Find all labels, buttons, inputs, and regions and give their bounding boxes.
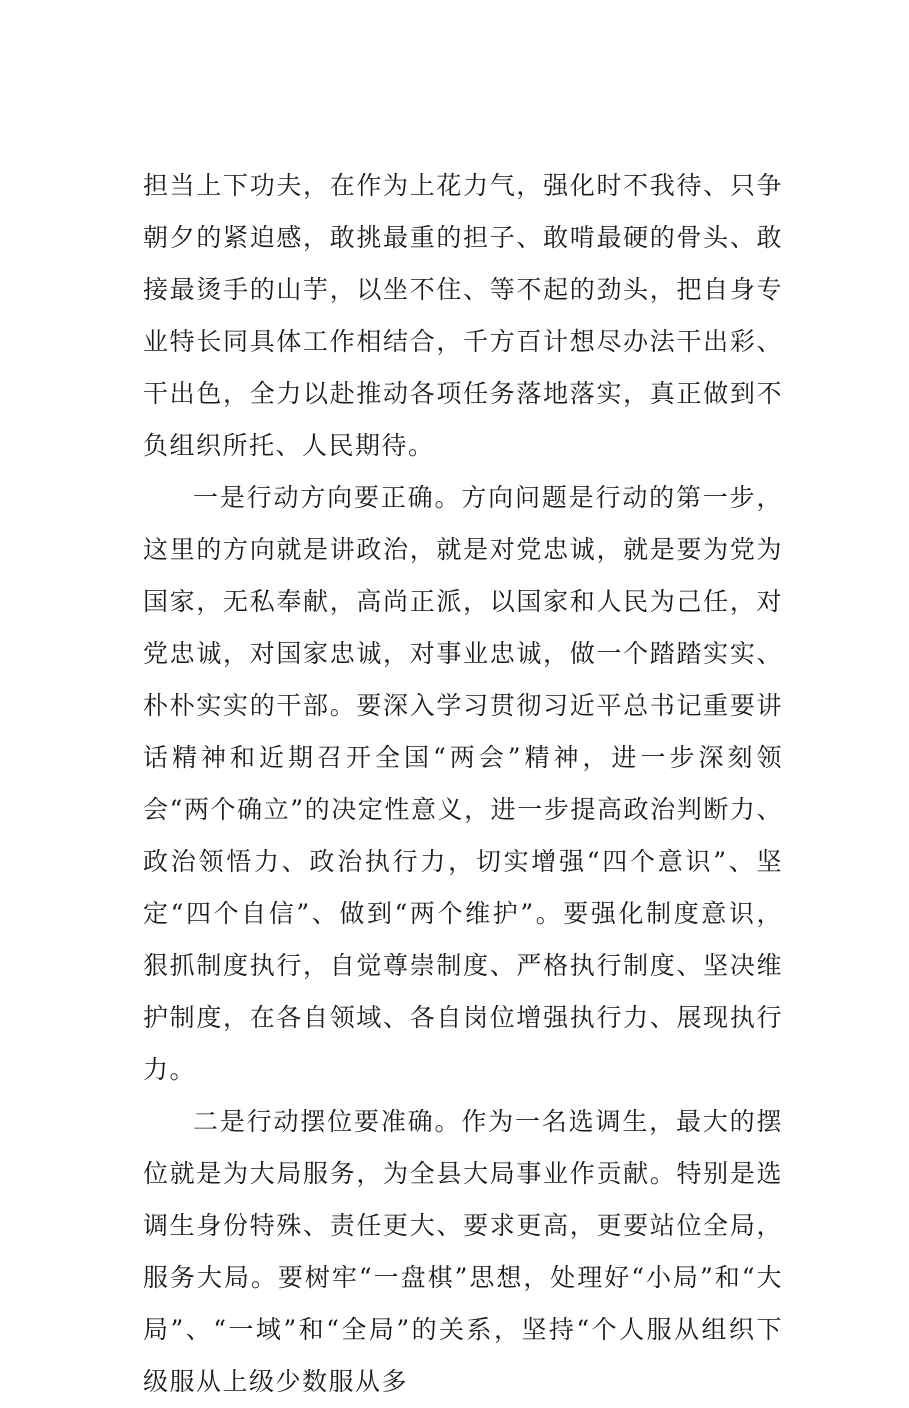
document-body [143,160,783,1408]
paragraph-action-direction: 一是行动方向要正确。方向问题是行动的第一步，这里的方向就是讲政治，就是对党忠诚，就是要为党为国家，无私奉献，高尚正派，以国家和人民为己任，对党忠诚，对国家忠诚，对事业忠诚，做一个踏踏实实、朴朴实实的干部。要深入学习贯彻习近平总书记重要讲话精神和近期召开全国“两会”精神，进一步深刻领会“两个确立”的决定性意义，进一步提高政治判断力、政治领悟力、政治执行力，切实增强“四个意识”、坚定“四个自信”、做到“两个维护”。要强化制度意识，狠抓制度执行，自觉尊崇制度、严格执行制度、坚决维护制度，在各自领域、各自岗位增强执行力、展现执行力。 [143,483,783,1084]
paragraph-action-position: 二是行动摆位要准确。作为一名选调生，最大的摆位就是为大局服务，为全县大局事业作贡献。特别是选调生身份特殊、责任更大、要求更高，更要站位全局，服务大局。要树牢“一盘棋”思想，处理好“小局”和“大局”、“一域”和“全局”的关系，坚持“个人服从组织下级服从上级少数服从多 [143,1107,783,1396]
paragraph-continuation: 担当上下功夫，在作为上花力气，强化时不我待、只争朝夕的紧迫感，敢挑最重的担子、敢啃最硬的骨头、敢接最烫手的山芋，以坐不住、等不起的劲头，把自身专业特长同具体工作相结合，千方百计想尽办法干出彩、干出色，全力以赴推动各项任务落地落实，真正做到不负组织所托、人民期待。 [143,171,783,460]
